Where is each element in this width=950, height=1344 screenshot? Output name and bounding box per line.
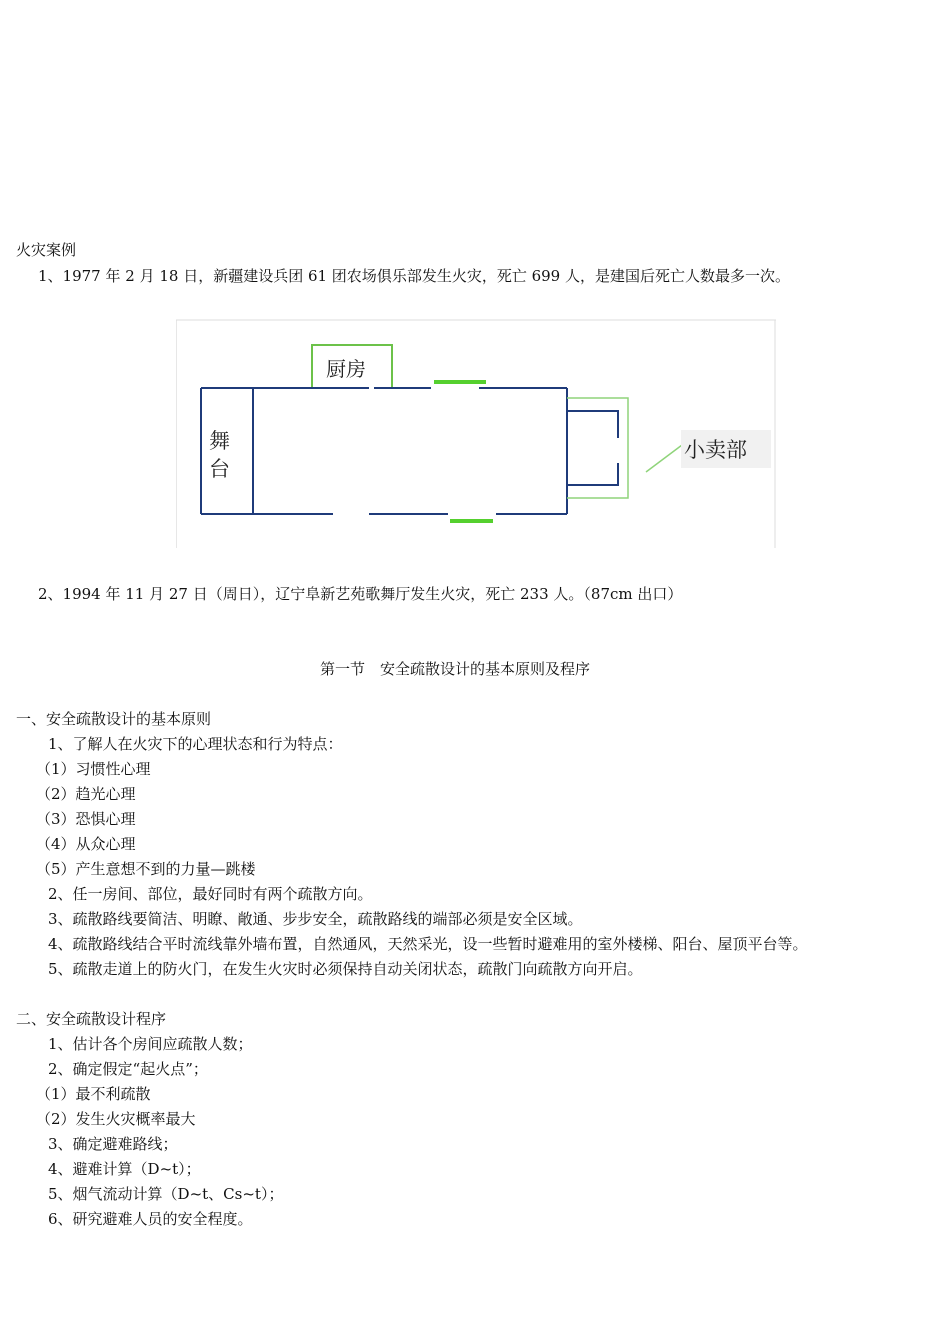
stage-label-1: 舞 bbox=[209, 429, 230, 453]
part2-item: 1、估计各个房间应疏散人数； bbox=[48, 1035, 253, 1053]
part1-item: 3、疏散路线要简洁、明瞭、敞通、步步安全，疏散路线的端部必须是安全区域。 bbox=[48, 910, 583, 928]
part2-item: 6、研究避难人员的安全程度。 bbox=[48, 1210, 253, 1228]
vestibule-top bbox=[567, 411, 618, 438]
floor-plan-diagram bbox=[176, 318, 776, 548]
shop-leader-line bbox=[646, 442, 686, 472]
part1-item: （2）趋光心理 bbox=[36, 785, 136, 803]
case-1-text: 1、1977 年 2 月 18 日，新疆建设兵团 61 团农场俱乐部发生火灾，死亡 699 人，是建国后死亡人数最多一次。 bbox=[38, 267, 790, 285]
part2-item: （1）最不利疏散 bbox=[36, 1085, 151, 1103]
part2-item: 2、确定假定“起火点”； bbox=[48, 1060, 208, 1078]
part1-item: （1）习惯性心理 bbox=[36, 760, 151, 778]
kitchen-label: 厨房 bbox=[326, 357, 366, 381]
part1-item: 2、任一房间、部位，最好同时有两个疏散方向。 bbox=[48, 885, 373, 903]
part1-item: （4）从众心理 bbox=[36, 835, 136, 853]
part2-item: （2）发生火灾概率最大 bbox=[36, 1110, 196, 1128]
part1-item: （5）产生意想不到的力量—跳楼 bbox=[36, 860, 256, 878]
stage-label-2: 台 bbox=[209, 457, 230, 481]
part1-item: 5、疏散走道上的防火门，在发生火灾时必须保持自动关闭状态，疏散门向疏散方向开启。 bbox=[48, 960, 643, 978]
vestibule-bottom bbox=[567, 463, 618, 485]
part2-title: 二、安全疏散设计程序 bbox=[16, 1010, 167, 1028]
part1-item: 4、疏散路线结合平时流线靠外墙布置，自然通风，天然采光，设一些暂时避难用的室外楼梯、阳台、屋顶平台等。 bbox=[48, 935, 808, 953]
part1-item: （3）恐惧心理 bbox=[36, 810, 136, 828]
shop-label: 小卖部 bbox=[684, 438, 747, 462]
part2-item: 4、避难计算（D~t）； bbox=[48, 1160, 201, 1178]
part2-item: 5、烟气流动计算（D~t、Cs~t）； bbox=[48, 1185, 284, 1203]
part1-title: 一、安全疏散设计的基本原则 bbox=[16, 710, 212, 728]
part1-item: 1、了解人在火灾下的心理状态和行为特点： bbox=[48, 735, 343, 753]
part2-item: 3、确定避难路线； bbox=[48, 1135, 178, 1153]
floor-plan-svg bbox=[176, 318, 776, 548]
heading-fire-cases: 火灾案例 bbox=[16, 241, 77, 259]
case-2-text: 2、1994 年 11 月 27 日（周日），辽宁阜新艺苑歌舞厅发生火灾，死亡 233 人。（87cm 出口） bbox=[38, 585, 683, 603]
section-title: 第一节 安全疏散设计的基本原则及程序 bbox=[320, 660, 591, 678]
